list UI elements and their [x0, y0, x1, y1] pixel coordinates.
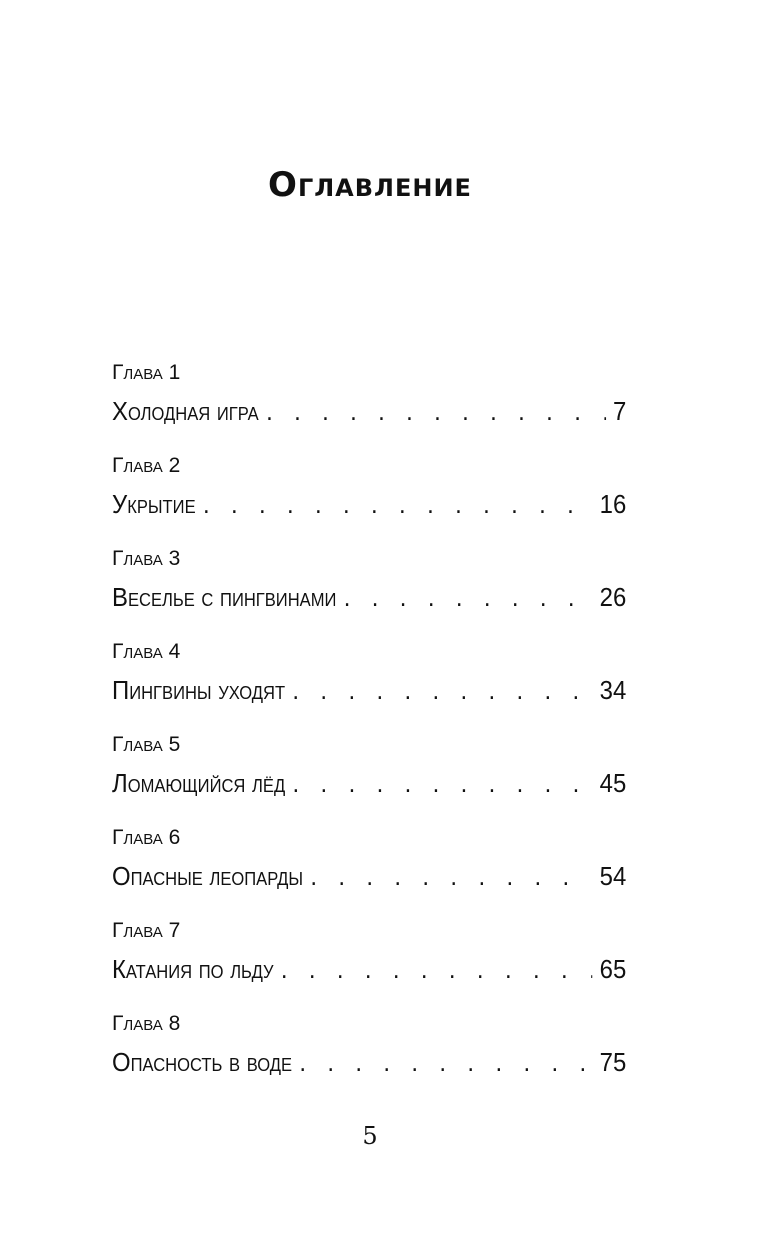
chapter-page: 16: [599, 489, 627, 519]
chapter-title: Опасные леопарды: [112, 861, 304, 891]
chapter-page: 26: [599, 582, 627, 612]
toc-line: [112, 391, 626, 431]
dot-leader: [310, 856, 592, 896]
toc-entry: [112, 448, 626, 541]
chapter-label: Глава 6: [112, 826, 181, 849]
toc-entry: [112, 634, 626, 727]
toc-line: [112, 856, 626, 896]
dot-leader: [299, 1042, 592, 1082]
chapter-title: Укрытие: [112, 489, 196, 519]
toc-line: [112, 670, 626, 710]
chapter-label: Глава 8: [112, 1012, 181, 1035]
page-number: 5: [362, 1122, 378, 1150]
toc-line: [112, 1042, 626, 1082]
toc-entry: [112, 913, 626, 1006]
page-title: Оглавление: [268, 165, 472, 205]
toc-entry: [112, 1006, 626, 1099]
chapter-label: Глава 5: [112, 733, 181, 756]
chapter-label: Глава 3: [112, 547, 181, 570]
dot-leader: [292, 670, 592, 710]
toc-entry: [112, 541, 626, 634]
chapter-title: Веселье с пингвинами: [112, 582, 337, 612]
chapter-title: Ломающийся лёд: [112, 768, 286, 798]
toc-line: [112, 949, 626, 989]
chapter-label: Глава 1: [112, 361, 181, 384]
toc-entry: [112, 355, 626, 448]
chapter-page: 75: [599, 1047, 627, 1077]
chapter-page: 54: [599, 861, 627, 891]
table-of-contents: [112, 355, 626, 1099]
toc-entry: [112, 820, 626, 913]
toc-line: [112, 577, 626, 617]
dot-leader: [203, 484, 592, 524]
chapter-label: Глава 7: [112, 919, 181, 942]
chapter-title: Пингвины уходят: [112, 675, 286, 705]
chapter-title: Холодная игра: [112, 396, 259, 426]
chapter-page: 34: [599, 675, 627, 705]
dot-leader: [281, 949, 592, 989]
dot-leader: [266, 391, 606, 431]
toc-entry: [112, 727, 626, 820]
chapter-page: 45: [599, 768, 627, 798]
dot-leader: [293, 763, 593, 803]
chapter-title: Опасность в воде: [112, 1047, 293, 1077]
chapter-label: Глава 2: [112, 454, 181, 477]
chapter-title: Катания по льду: [112, 954, 274, 984]
toc-line: [112, 763, 626, 803]
chapter-page: 7: [612, 396, 627, 426]
dot-leader: [344, 577, 593, 617]
chapter-page: 65: [599, 954, 627, 984]
chapter-label: Глава 4: [112, 640, 181, 663]
toc-line: [112, 484, 626, 524]
